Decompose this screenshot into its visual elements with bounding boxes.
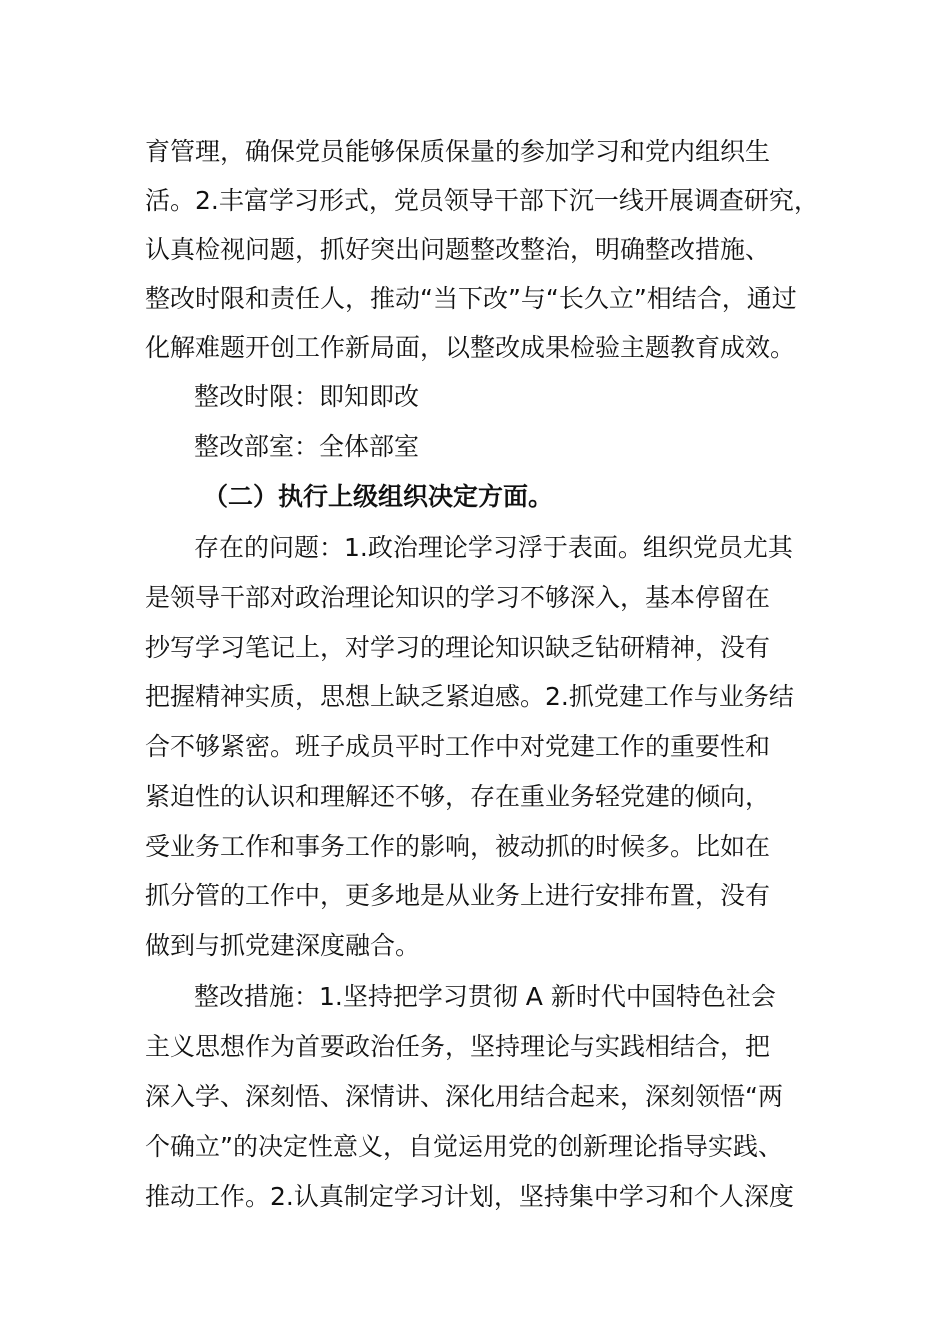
department-line: 整改部室：全体部室 [194, 432, 420, 461]
text-line: 抓分管的工作中，更多地是从业务上进行安排布置，没有 [145, 881, 771, 910]
text-line: 是领导干部对政治理论知识的学习不够深入，基本停留在 [145, 583, 771, 612]
text-line: 活。2.丰富学习形式，党员领导干部下沉一线开展调查研究， [145, 186, 819, 215]
deadline-line: 整改时限：即知即改 [194, 382, 420, 411]
text-line: 整改措施：1.坚持把学习贯彻 A 新时代中国特色社会 [194, 982, 776, 1011]
text-line: 整改时限和责任人，推动“当下改”与“长久立”相结合，通过 [145, 284, 797, 313]
text-line: 存在的问题：1.政治理论学习浮于表面。组织党员尤其 [194, 533, 793, 562]
text-line: 深入学、深刻悟、深情讲、深化用结合起来，深刻领悟“两 [145, 1082, 783, 1111]
text-line: 紧迫性的认识和理解还不够，存在重业务轻党建的倾向， [145, 782, 771, 811]
text-line: 认真检视问题，抓好突出问题整改整治，明确整改措施、 [145, 235, 771, 264]
text-line: 推动工作。2.认真制定学习计划，坚持集中学习和个人深度 [145, 1182, 794, 1211]
text-line: 做到与抓党建深度融合。 [145, 931, 421, 960]
text-line: 合不够紧密。班子成员平时工作中对党建工作的重要性和 [145, 732, 771, 761]
text-line: 个确立”的决定性意义，自觉运用党的创新理论指导实践、 [145, 1132, 783, 1161]
text-line: 受业务工作和事务工作的影响，被动抓的时候多。比如在 [145, 832, 771, 861]
text-line: 育管理，确保党员能够保质保量的参加学习和党内组织生 [145, 137, 771, 166]
section-heading: （二）执行上级组织决定方面。 [203, 482, 554, 511]
text-line: 主义思想作为首要政治任务，坚持理论与实践相结合，把 [145, 1032, 771, 1061]
text-line: 化解难题开创工作新局面，以整改成果检验主题教育成效。 [145, 333, 796, 362]
text-line: 抄写学习笔记上，对学习的理论知识缺乏钻研精神，没有 [145, 633, 771, 662]
text-line: 把握精神实质，思想上缺乏紧迫感。2.抓党建工作与业务结 [145, 682, 794, 711]
